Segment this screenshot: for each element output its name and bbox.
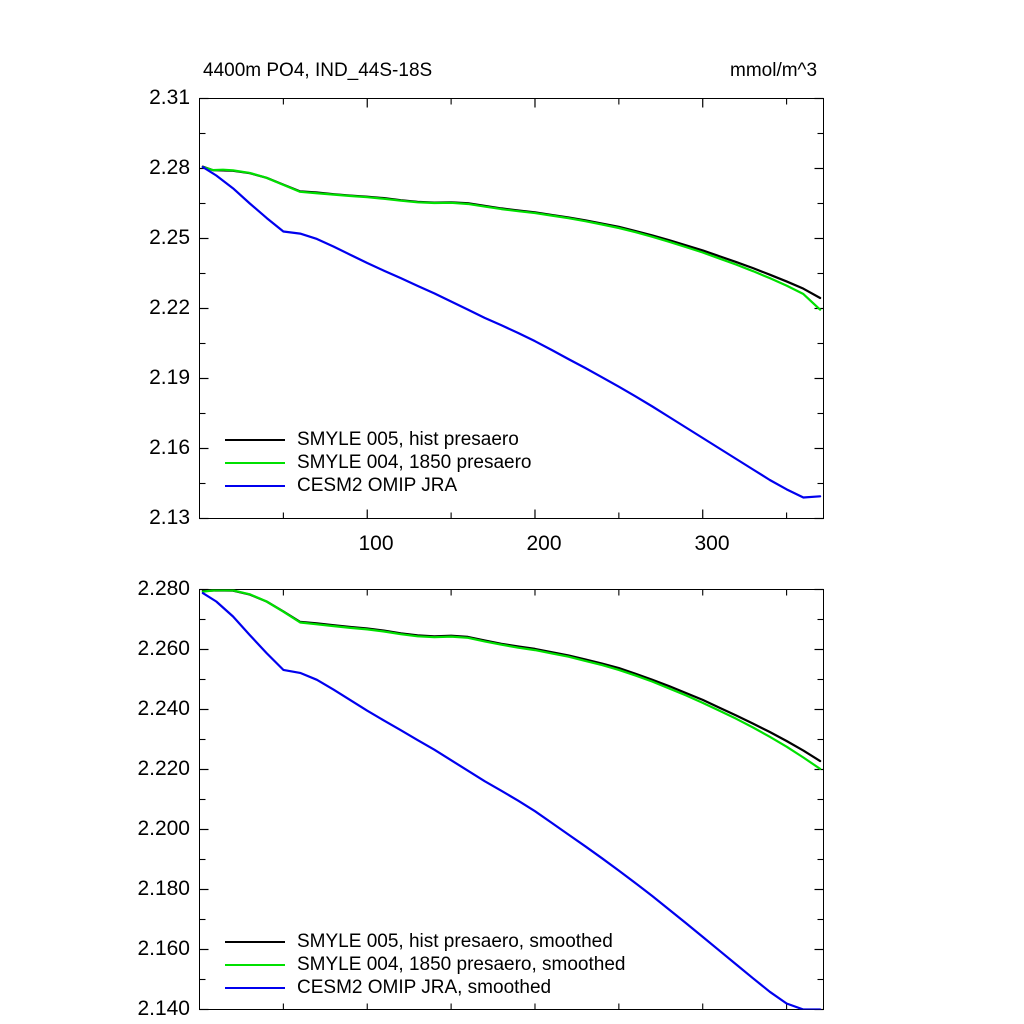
legend-label: SMYLE 004, 1850 presaero	[297, 452, 532, 473]
xtick-label: 100	[358, 532, 394, 555]
legend-label: CESM2 OMIP JRA, smoothed	[297, 977, 552, 998]
legend-label: SMYLE 005, hist presaero	[297, 429, 519, 450]
xtick-label: 200	[526, 532, 562, 555]
ytick-label: 2.200	[137, 817, 190, 840]
ytick-label: 2.28	[149, 156, 190, 179]
legend-label: SMYLE 005, hist presaero, smoothed	[297, 931, 613, 952]
xtick-label: 300	[694, 532, 730, 555]
chart-units-top: mmol/m^3	[730, 60, 818, 81]
bottom-panel	[0, 575, 1024, 1024]
ytick-label: 2.19	[149, 366, 190, 389]
ytick-label: 2.140	[137, 997, 190, 1020]
legend-line-swatch	[225, 941, 285, 943]
ytick-label: 2.22	[149, 296, 190, 319]
ytick-label: 2.160	[137, 937, 190, 960]
ytick-label: 2.280	[137, 577, 190, 600]
legend-line-swatch	[225, 987, 285, 989]
ytick-label: 2.220	[137, 757, 190, 780]
ytick-label: 2.31	[149, 86, 190, 109]
legend-line-swatch	[225, 439, 285, 441]
ytick-label: 2.13	[149, 506, 190, 529]
legend-line-swatch	[225, 485, 285, 487]
legend-line-swatch	[225, 462, 285, 464]
ytick-label: 2.16	[149, 436, 190, 459]
ytick-label: 2.260	[137, 637, 190, 660]
legend-item	[225, 451, 532, 474]
legend-bottom	[225, 930, 625, 999]
legend-item	[225, 474, 532, 497]
ytick-label: 2.240	[137, 697, 190, 720]
legend-item	[225, 930, 625, 953]
legend-item	[225, 428, 532, 451]
chart-title: 4400m PO4, IND_44S-18S	[203, 60, 433, 81]
legend-line-swatch	[225, 964, 285, 966]
legend-label: CESM2 OMIP JRA	[297, 475, 458, 496]
legend-item	[225, 953, 625, 976]
ytick-label: 2.25	[149, 226, 190, 249]
ytick-label: 2.180	[137, 877, 190, 900]
legend-label: SMYLE 004, 1850 presaero, smoothed	[297, 954, 626, 975]
legend-item	[225, 976, 625, 999]
legend-top	[225, 428, 532, 497]
